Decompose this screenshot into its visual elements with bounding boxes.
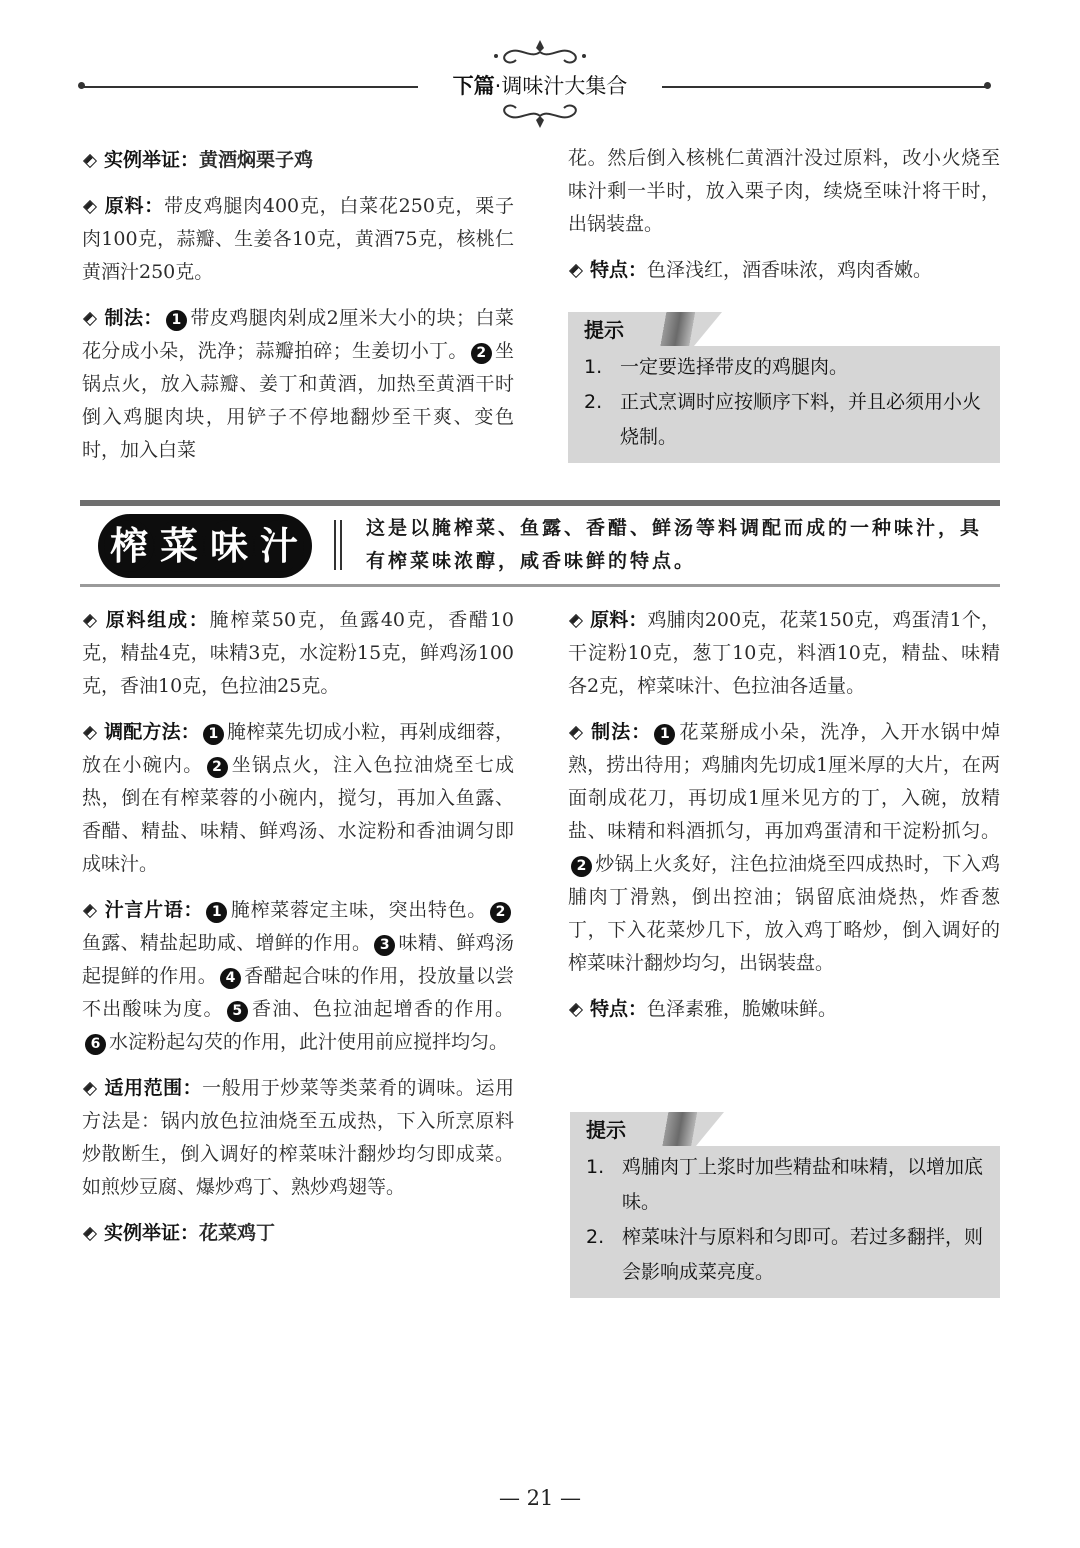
- step-number-icon: 5: [227, 1001, 248, 1022]
- ornament-bottom-icon: [490, 98, 590, 130]
- tip-item: 1. 鸡脯肉丁上浆时加些精盐和味精，以增加底味。: [586, 1156, 984, 1213]
- tip-box-1: [568, 312, 1000, 463]
- diamond-bullet-icon: [84, 155, 96, 167]
- step-number-icon: 6: [85, 1034, 106, 1055]
- method-1: 制法： 1 带皮鸡腿肉剁成2厘米大小的块；白菜花分成小朵，洗净；蒜瓣拍碎；生姜切小丁。 2 坐锅点火，放入蒜瓣、姜丁和黄酒，加热至黄酒干时倒入鸡腿肉块，用铲子不停地翻炒至干爽、变色时，加入白菜: [82, 307, 514, 461]
- section-rule-bottom: [80, 584, 1000, 587]
- diamond-bullet-icon: [84, 313, 96, 325]
- step-number-icon: 1: [166, 310, 187, 331]
- diamond-bullet-icon: [84, 727, 96, 739]
- step-number-icon: 1: [206, 902, 227, 923]
- method-1-cont: 花。然后倒入核桃仁黄酒汁没过原料，改小火烧至味汁剩一半时，放入栗子肉，续烧至味汁将干时，出锅装盘。: [568, 147, 1000, 235]
- diamond-bullet-icon: [570, 1004, 582, 1016]
- header-rule-left: [80, 86, 418, 88]
- tip-box-2: [570, 1112, 1000, 1298]
- tip-label: 提示: [570, 1112, 696, 1146]
- header-dot-left: [78, 82, 85, 89]
- step-number-icon: 2: [207, 757, 228, 778]
- diamond-bullet-icon: [570, 615, 582, 627]
- example-1: 实例举证：黄酒焖栗子鸡: [82, 144, 514, 177]
- step-number-icon: 1: [654, 724, 675, 745]
- diamond-bullet-icon: [84, 615, 96, 627]
- bottom-left-column: [82, 604, 514, 1263]
- notes: 汁言片语： 1 腌榨菜蓉定主味，突出特色。 2鱼露、精盐起助咸、增鲜的作用。 3 味精、鲜鸡汤起提鲜的作用。 4 香醋起合味的作用，投放量以尝不出酸味为度。 5 香油、色拉油起增香的作用。6 水淀粉起勾芡的作用，此汁使用前应搅拌均匀。: [82, 899, 514, 1053]
- diamond-bullet-icon: [570, 727, 582, 739]
- step-number-icon: 2: [571, 856, 592, 877]
- section-badge: 榨 菜 味 汁: [98, 514, 312, 578]
- header-rule-right: [662, 86, 988, 88]
- top-right-column: [568, 142, 1000, 300]
- page-number: — 21 —: [498, 1486, 582, 1510]
- section-divider: [340, 520, 342, 570]
- tip-item: 2. 正式烹调时应按顺序下料，并且必须用小火烧制。: [584, 391, 982, 448]
- running-header: [418, 70, 662, 100]
- composition: 原料组成：腌榨菜50克，鱼露40克，香醋10克，精盐4克，味精3克，水淀粉15克，鲜鸡汤100克，香油10克，色拉油25克。: [82, 609, 514, 697]
- ingredients-1: 原料：带皮鸡腿肉400克，白菜花250克，栗子肉100克，蒜瓣、生姜各10克，黄酒75克，核桃仁黄酒汁250克。: [82, 195, 514, 283]
- tip-stripe-icon: [630, 1112, 720, 1146]
- diamond-bullet-icon: [570, 265, 582, 277]
- tip-item: 2. 榨菜味汁与原料和匀即可。若过多翻拌，则会影响成菜亮度。: [586, 1226, 984, 1283]
- step-number-icon: 2: [490, 902, 511, 923]
- header-part: 下篇: [452, 74, 495, 98]
- section-intro: 这是以腌榨菜、鱼露、香醋、鲜汤等料调配而成的一种味汁，具有榨菜味浓醇，咸香味鲜的特点。: [366, 517, 983, 572]
- step-number-icon: 3: [374, 935, 395, 956]
- method-2: 制法： 1 花菜掰成小朵，洗净，入开水锅中焯熟，捞出待用；鸡脯肉先切成1厘米厚的大片，在两面剞成花刀，再切成1厘米见方的丁，入碗，放精盐、味精和料酒抓匀，再加鸡蛋清和干淀粉抓匀。2 炒锅上火炙好，注色拉油烧至四成热时，下入鸡脯肉丁滑熟，倒出控油；锅留底油烧热，炸香葱丁，下入花菜炒几下，放入鸡丁略炒，倒入调好的榨菜味汁翻炒均匀，出锅装盘。: [568, 721, 1000, 974]
- section-divider: [334, 520, 336, 570]
- diamond-bullet-icon: [84, 1083, 96, 1095]
- diamond-bullet-icon: [84, 201, 96, 213]
- usage: 适用范围：一般用于炒菜等类菜肴的调味。运用方法是：锅内放色拉油烧至五成热，下入所烹原料炒散断生，倒入调好的榨菜味汁翻炒均匀即成菜。如煎炒豆腐、爆炒鸡丁、熟炒鸡翅等。: [82, 1077, 514, 1198]
- example-2: 实例举证：花菜鸡丁: [82, 1217, 514, 1250]
- preparation: 调配方法： 1 腌榨菜先切成小粒，再剁成细蓉，放在小碗内。 2 坐锅点火，注入色拉油烧至七成热，倒在有榨菜蓉的小碗内，搅匀，再加入鱼露、香醋、精盐、味精、鲜鸡汤、水淀粉和香油调匀即成味汁。: [82, 721, 514, 875]
- ornament-top-icon: [490, 38, 590, 70]
- ingredients-2: 原料：鸡脯肉200克，花菜150克，鸡蛋清1个，干淀粉10克，葱丁10克，料酒10克，精盐、味精各2克，榨菜味汁、色拉油各适量。: [568, 609, 1000, 697]
- tip-label: 提示: [568, 312, 694, 346]
- header-dot-right: [984, 82, 991, 89]
- header-title: 调味汁大集合: [501, 74, 628, 98]
- feature-1: 特点：色泽浅红，酒香味浓，鸡肉香嫩。: [568, 254, 1000, 287]
- step-number-icon: 2: [471, 343, 492, 364]
- bottom-right-column: [568, 604, 1000, 1039]
- top-left-column: [82, 144, 514, 480]
- section-rule-top: [80, 500, 1000, 506]
- header-dot: ·: [494, 74, 502, 98]
- tip-item: 1. 一定要选择带皮的鸡腿肉。: [584, 356, 849, 378]
- step-number-icon: 4: [220, 968, 241, 989]
- feature-2: 特点：色泽素雅，脆嫩味鲜。: [568, 993, 1000, 1026]
- tip-stripe-icon: [628, 312, 718, 346]
- diamond-bullet-icon: [84, 905, 96, 917]
- diamond-bullet-icon: [84, 1228, 96, 1240]
- step-number-icon: 1: [203, 724, 224, 745]
